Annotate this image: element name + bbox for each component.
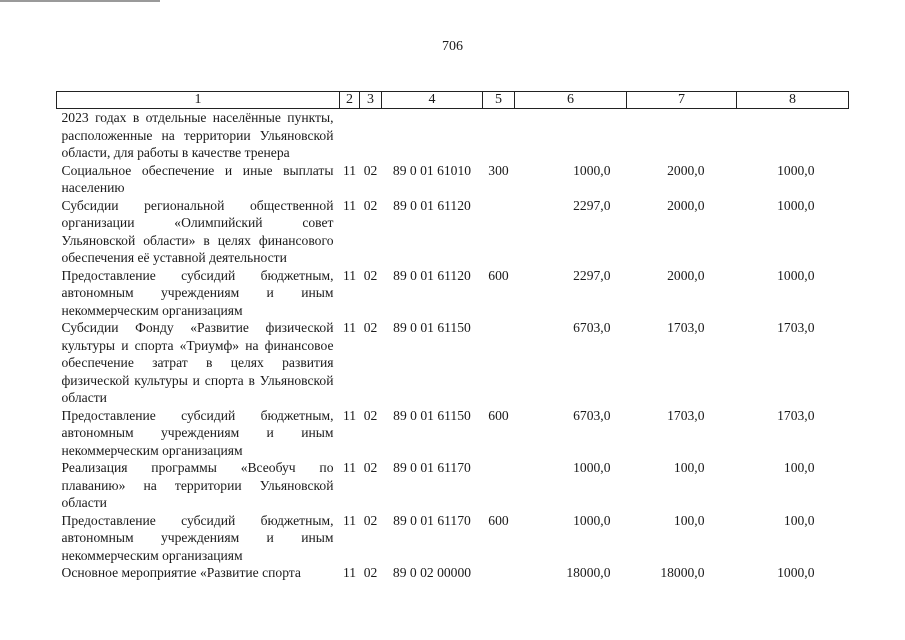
- table-body: [57, 109, 849, 582]
- row-amount-2: 1703,0: [667, 320, 705, 335]
- table-row: [57, 459, 849, 512]
- row-name: Предоставление субсидий бюджетным, автономным учреждениям и иным некоммерческим организациям: [61, 407, 334, 458]
- row-amount-3: 1000,0: [777, 267, 815, 283]
- row-amount-1: 6703,0: [573, 320, 611, 335]
- row-amount-1: 1000,0: [573, 512, 611, 528]
- row-target-code: 89 0 02 00000: [392, 565, 472, 580]
- row-section: 11: [342, 197, 357, 213]
- row-amount-1: 2297,0: [573, 197, 611, 213]
- row-subsection: [360, 109, 382, 162]
- row-section: 11: [342, 565, 357, 580]
- header-col-1: 1: [57, 92, 340, 109]
- row-amount-3: 100,0: [783, 512, 815, 528]
- row-amount-3: 1000,0: [777, 565, 815, 580]
- row-expense-type: [483, 197, 515, 267]
- header-col-3: 3: [360, 92, 382, 109]
- table-row: [57, 564, 849, 582]
- row-amount-2: [627, 109, 737, 162]
- row-name: Субсидии Фонду «Развитие физической культуры и спорта «Триумф» на финансовое обеспечение затрат в целях развития физической культуры и спорта в Ульяновской области: [61, 320, 334, 405]
- table-row: [57, 407, 849, 460]
- header-row: [57, 92, 849, 109]
- row-target-code: 89 0 01 61120: [393, 197, 471, 213]
- row-amount-3: 1703,0: [777, 320, 815, 335]
- row-amount-1: [515, 109, 627, 162]
- row-section: 11: [342, 512, 357, 528]
- table-row: [57, 109, 849, 162]
- row-target-code: 89 0 01 61010: [392, 162, 472, 178]
- table-row: [57, 267, 849, 320]
- row-amount-2: 2000,0: [667, 197, 705, 213]
- row-name: Реализация программы «Всеобуч по плаванию» на территории Ульяновской области: [61, 460, 334, 510]
- row-name: Основное мероприятие «Развитие спорта: [61, 565, 301, 580]
- row-amount-2: 2000,0: [667, 267, 705, 283]
- row-expense-type: [483, 109, 515, 162]
- table-row: [57, 319, 849, 407]
- table-row: [57, 162, 849, 197]
- row-expense-type: 600: [488, 267, 509, 283]
- header-col-4: 4: [382, 92, 483, 109]
- header-col-2: 2: [340, 92, 360, 109]
- row-target-code: 89 0 01 61120: [393, 267, 471, 283]
- row-amount-2: 100,0: [673, 512, 705, 528]
- row-expense-type: 600: [488, 407, 509, 423]
- row-amount-1: 2297,0: [573, 267, 611, 283]
- row-amount-2: 100,0: [673, 460, 705, 475]
- header-col-8: 8: [737, 92, 849, 109]
- row-amount-1: 6703,0: [573, 407, 611, 423]
- row-expense-type: [483, 564, 515, 582]
- row-amount-3: 1000,0: [777, 162, 815, 178]
- row-subsection: 02: [363, 460, 378, 475]
- row-expense-type: [483, 319, 515, 407]
- row-name: Социальное обеспечение и иные выплаты населению: [61, 162, 334, 195]
- row-section: 11: [342, 267, 357, 283]
- row-amount-1: 18000,0: [566, 565, 611, 580]
- row-amount-2: 2000,0: [667, 162, 705, 178]
- table-row: [57, 197, 849, 267]
- row-amount-3: 100,0: [783, 460, 815, 475]
- row-subsection: 02: [363, 197, 378, 213]
- header-col-5: 5: [483, 92, 515, 109]
- row-name: Субсидии региональной общественной организации «Олимпийский совет Ульяновской области» в целях финансового обеспечения её уставной деятельности: [61, 197, 334, 265]
- row-name: Предоставление субсидий бюджетным, автономным учреждениям и иным некоммерческим организациям: [61, 512, 334, 563]
- row-subsection: 02: [363, 267, 378, 283]
- table-row: [57, 512, 849, 565]
- header-col-6: 6: [515, 92, 627, 109]
- row-expense-type: [483, 459, 515, 512]
- row-amount-3: [737, 109, 849, 162]
- row-subsection: 02: [363, 407, 378, 423]
- row-amount-2: 1703,0: [667, 407, 705, 423]
- table-header: [57, 92, 849, 109]
- row-subsection: 02: [363, 512, 378, 528]
- row-amount-3: 1703,0: [777, 407, 815, 423]
- row-section: 11: [342, 320, 357, 335]
- row-section: 11: [342, 407, 357, 423]
- row-subsection: 02: [363, 565, 378, 580]
- row-target-code: 89 0 01 61170: [393, 460, 471, 475]
- row-amount-2: 18000,0: [660, 565, 705, 580]
- row-target-code: 89 0 01 61150: [393, 407, 471, 423]
- row-expense-type: 300: [488, 162, 509, 178]
- row-name: Предоставление субсидий бюджетным, автономным учреждениям и иным некоммерческим организациям: [61, 267, 334, 318]
- row-amount-3: 1000,0: [777, 197, 815, 213]
- header-col-7: 7: [627, 92, 737, 109]
- row-section: 11: [342, 460, 357, 475]
- row-target-code: 89 0 01 61170: [393, 512, 471, 528]
- row-section: [340, 109, 360, 162]
- scan-edge-line: [0, 0, 160, 2]
- row-subsection: 02: [363, 162, 378, 178]
- row-section: 11: [342, 162, 357, 178]
- row-expense-type: 600: [488, 512, 509, 528]
- row-amount-1: 1000,0: [573, 162, 611, 178]
- row-name: 2023 годах в отдельные населённые пункты, расположенные на территории Ульяновской области, для работы в качестве тренера: [61, 110, 334, 160]
- row-amount-1: 1000,0: [573, 460, 611, 475]
- row-subsection: 02: [363, 320, 378, 335]
- row-target-code: [382, 109, 483, 162]
- row-target-code: 89 0 01 61150: [393, 320, 471, 335]
- page-number: 706: [442, 39, 463, 54]
- budget-table: [56, 91, 849, 582]
